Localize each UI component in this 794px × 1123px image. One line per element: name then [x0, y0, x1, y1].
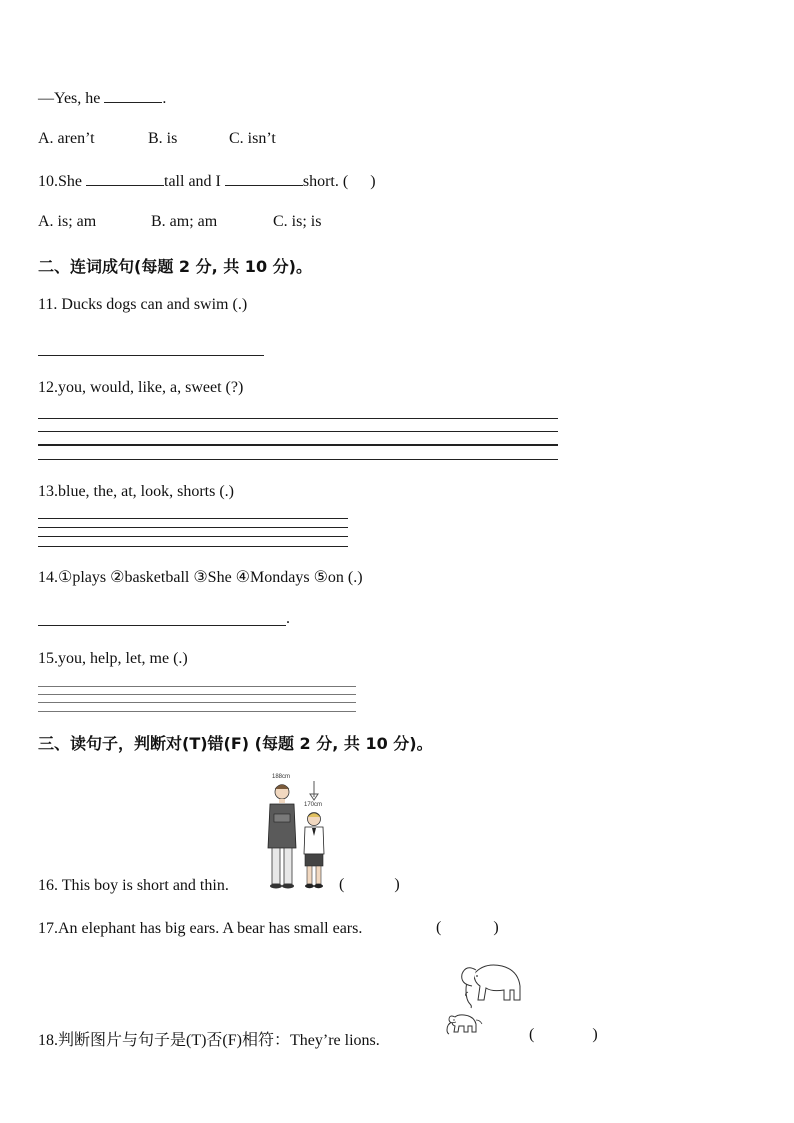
q13-answer-line-2[interactable] [38, 527, 348, 528]
elephants-illustration [444, 960, 526, 1042]
q10-blank-1[interactable] [86, 171, 164, 186]
q9-blank[interactable] [104, 88, 162, 103]
q17-answer-bracket[interactable] [436, 919, 499, 937]
q10-question [38, 171, 376, 191]
q17-paren-close: ) [493, 919, 499, 936]
tall-height-label: 188cm [272, 774, 291, 780]
q15-prompt: 15.you, help, let, me (.) [38, 650, 188, 667]
q13-answer-line-3[interactable] [38, 536, 348, 537]
q12-answer-line-3[interactable] [38, 444, 558, 446]
man-and-boy-height-illustration [262, 770, 337, 895]
q10-part4: ) [370, 173, 376, 190]
section-3-heading: 三、读句子，判断对(T)错(F) (每题 2 分, 共 10 分)。 [38, 734, 433, 753]
q14-answer-line[interactable] [38, 625, 286, 626]
elephant-icon [444, 960, 526, 1042]
q12-answer-line-2[interactable] [38, 431, 558, 432]
short-height-label: 170cm [304, 802, 323, 808]
q15-answer-line-1[interactable] [38, 686, 356, 687]
q16-paren-open: ( [339, 876, 345, 893]
q10-part2: tall and I [164, 173, 221, 190]
q13-answer-line-4[interactable] [38, 546, 348, 547]
q15-answer-line-3[interactable] [38, 702, 356, 703]
q10-part1: 10.She [38, 173, 82, 190]
q13-answer-line-1[interactable] [38, 518, 348, 519]
q16-paren-close: ) [394, 876, 400, 893]
q9-answer-line [38, 88, 166, 108]
q11-prompt: 11. Ducks dogs can and swim (.) [38, 296, 248, 313]
q9-answer-suffix: . [162, 90, 167, 107]
q17-paren-open: ( [436, 919, 442, 936]
q12-prompt: 12.you, would, like, a, sweet (?) [38, 379, 244, 396]
section-2-heading: 二、连词成句(每题 2 分, 共 10 分)。 [38, 257, 312, 276]
q17-statement: 17.An elephant has big ears. A bear has small ears. [38, 920, 363, 937]
q9-option-a: A. aren’t [38, 130, 95, 147]
q11-answer-line[interactable] [38, 355, 264, 356]
q9-option-b: B. is [148, 130, 178, 147]
q12-answer-line-4[interactable] [38, 459, 558, 460]
q18-paren-close: ) [592, 1026, 598, 1043]
q10-part3: short. ( [302, 173, 349, 190]
q18-answer-bracket[interactable] [529, 1026, 598, 1044]
q15-answer-line-4[interactable] [38, 711, 356, 712]
q14-line-period: . [286, 610, 290, 627]
q10-option-c: C. is; is [273, 213, 322, 230]
q18-statement: 18.判断图片与句子是(T)否(F)相符：They’re lions. [38, 1032, 380, 1049]
q14-prompt: 14.①plays ②basketball ③She ④Mondays ⑤on (.) [38, 569, 363, 586]
q15-answer-line-2[interactable] [38, 694, 356, 695]
q12-answer-line-1[interactable] [38, 418, 558, 419]
q10-option-a: A. is; am [38, 213, 97, 230]
q10-blank-2[interactable] [225, 171, 303, 186]
q18-paren-open: ( [529, 1026, 535, 1043]
q10-option-b: B. am; am [151, 213, 218, 230]
q16-statement: 16. This boy is short and thin. [38, 877, 229, 894]
q16-answer-bracket[interactable] [339, 876, 400, 894]
man-and-boy-icon [262, 770, 337, 895]
q9-answer-prefix: —Yes, he [38, 90, 101, 107]
q9-option-c: C. isn’t [229, 130, 276, 147]
q13-prompt: 13.blue, the, at, look, shorts (.) [38, 483, 234, 500]
